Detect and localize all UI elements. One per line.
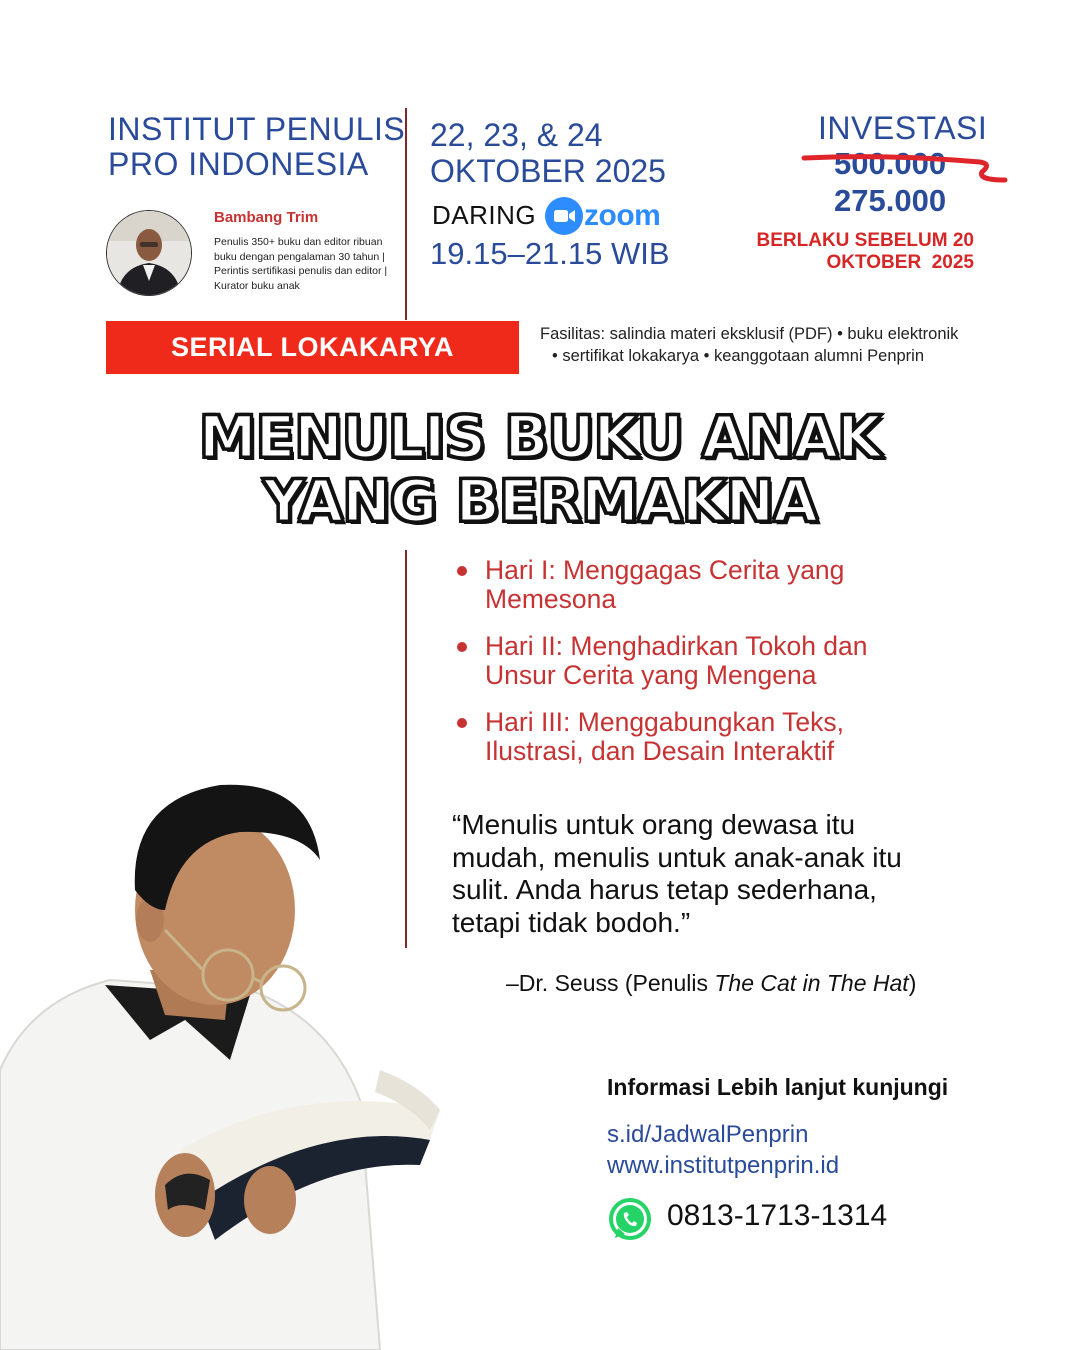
- zoom-camera-icon: [545, 197, 583, 235]
- session-item-3: [455, 708, 915, 766]
- session-1-line-1: Hari I: Menggagas Cerita yang: [485, 555, 845, 585]
- organizer-line-1: INSTITUT PENULIS: [108, 111, 406, 147]
- old-price: 500.000: [834, 146, 947, 181]
- session-2-line-2: Unsur Cerita yang Mengena: [485, 660, 817, 690]
- attribution-book-title: The Cat in The Hat: [714, 970, 909, 996]
- speaker-name: Bambang Trim: [214, 209, 319, 226]
- session-3-line-1: Hari III: Menggabungkan Teks,: [485, 707, 844, 737]
- zoom-logo: [545, 197, 660, 235]
- price-deadline-line-1: BERLAKU SEBELUM 20: [756, 230, 974, 251]
- new-price: 275.000: [834, 183, 947, 218]
- phone-number[interactable]: 0813-1713-1314: [667, 1199, 888, 1232]
- bullet-icon: [457, 566, 467, 576]
- series-banner: [106, 321, 519, 374]
- session-item-2: [455, 632, 915, 690]
- price-deadline: [712, 230, 974, 274]
- main-title-line-1: MENULIS BUKU ANAK: [198, 403, 882, 471]
- quote-attribution: [506, 970, 916, 997]
- facilities-text: [540, 323, 1000, 367]
- session-1-line-2: Memesona: [485, 584, 617, 614]
- schedule-link[interactable]: s.id/JadwalPenprin: [607, 1121, 809, 1148]
- whatsapp-icon: [607, 1197, 653, 1243]
- attribution-suffix: ): [908, 970, 917, 996]
- quote-line-3: sulit. Anda harus tetap sederhana,: [452, 874, 877, 905]
- quote-line-4: tetapi tidak bodoh.”: [452, 906, 691, 938]
- facilities-line-1: Fasilitas: salindia materi eksklusif (PDF) • buku elektronik: [540, 325, 959, 343]
- event-dates-line-2: OKTOBER 2025: [430, 153, 666, 189]
- session-item-1: [455, 556, 915, 614]
- contact-heading: Informasi Lebih lanjut kunjungi: [607, 1074, 949, 1100]
- speaker-avatar: [106, 210, 192, 296]
- zoom-wordmark: zoom: [584, 199, 661, 232]
- event-mode: DARING: [432, 200, 537, 230]
- quote-text: [452, 809, 952, 939]
- boy-reading-photo: [0, 770, 460, 1350]
- event-time: 19.15–21.15 WIB: [430, 236, 670, 271]
- organizer-line-2: PRO INDONESIA: [108, 146, 369, 182]
- facilities-line-2: • sertifikat lokakarya • keanggotaan alumni Penprin: [552, 347, 925, 365]
- investment-label: INVESTASI: [818, 110, 988, 146]
- main-title-line-2: YANG BERMAKNA: [262, 467, 818, 535]
- organizer-name: [108, 112, 405, 182]
- attribution-prefix: –Dr. Seuss (Penulis: [506, 970, 715, 996]
- divider-top: [405, 108, 407, 320]
- bullet-icon: [457, 718, 467, 728]
- event-dates: [430, 117, 666, 189]
- session-3-line-2: Ilustrasi, dan Desain Interaktif: [485, 736, 835, 766]
- session-list: [455, 556, 915, 784]
- main-title: [0, 405, 1080, 533]
- bullet-icon: [457, 642, 467, 652]
- event-dates-line-1: 22, 23, & 24: [430, 117, 603, 153]
- quote-line-1: “Menulis untuk orang dewasa itu: [452, 809, 856, 840]
- price-deadline-line-2: OKTOBER 2025: [826, 252, 974, 273]
- session-2-line-1: Hari II: Menghadirkan Tokoh dan: [485, 631, 868, 661]
- quote-line-2: mudah, menulis untuk anak-anak itu: [452, 841, 902, 873]
- series-banner-label: SERIAL LOKAKARYA: [170, 332, 455, 362]
- website-link[interactable]: www.institutpenprin.id: [607, 1152, 840, 1179]
- speaker-bio: Penulis 350+ buku dan editor ribuan buku dengan pengalaman 30 tahun | Perintis sertifikasi penulis dan editor | Kurator buku anak: [214, 236, 388, 292]
